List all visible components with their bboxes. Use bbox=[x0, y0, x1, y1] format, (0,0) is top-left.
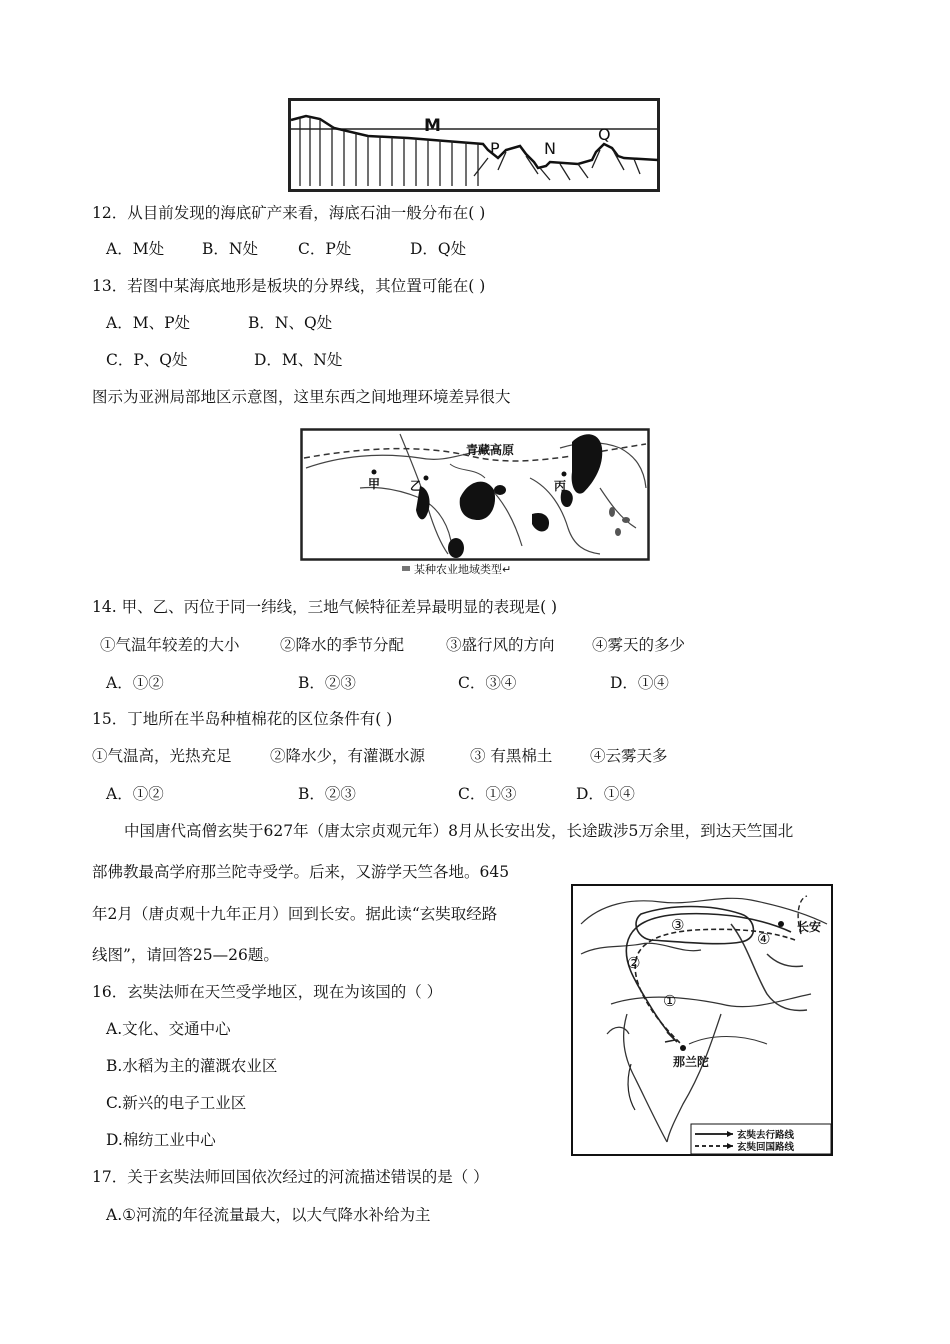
label-q: Q bbox=[598, 125, 611, 144]
legend-return-route: 玄奘回国路线 bbox=[737, 1142, 795, 1153]
label-jia: 甲 bbox=[368, 477, 381, 491]
xuanzang-route-map bbox=[571, 884, 833, 1156]
q16-option-d[interactable]: D.棉纺工业中心 bbox=[106, 1131, 216, 1149]
q14-option-a[interactable]: A．①② bbox=[106, 674, 164, 692]
legend-swatch bbox=[402, 566, 410, 571]
q13-option-d[interactable]: D．M、N处 bbox=[254, 351, 343, 369]
label-changan: 长安 bbox=[797, 920, 822, 934]
q15-option-d[interactable]: D．①④ bbox=[576, 785, 635, 803]
passage-line-2: 部佛教最高学府那兰陀寺受学。后来，又游学天竺各地。645 bbox=[92, 863, 510, 881]
q13-option-b[interactable]: B．N、Q处 bbox=[248, 314, 333, 332]
asia-map-figure bbox=[300, 428, 650, 578]
legend-go-route: 玄奘去行路线 bbox=[737, 1130, 795, 1141]
passage-line-1: 中国唐代高僧玄奘于627年（唐太宗贞观元年）8月从长安出发，长途跋涉5万余里，到达天竺国北 bbox=[124, 822, 794, 840]
q14-option-d[interactable]: D．①④ bbox=[610, 674, 669, 692]
label-circle-4: ④ bbox=[757, 930, 771, 948]
q13-option-a[interactable]: A．M、P处 bbox=[106, 314, 190, 332]
q17-stem: 17．关于玄奘法师回国依次经过的河流描述错误的是（ ） bbox=[92, 1168, 489, 1186]
legend-agriculture: 某种农业地域类型↵ bbox=[414, 563, 512, 576]
label-n: N bbox=[544, 139, 556, 158]
q14-stem: 14. 甲、乙、丙位于同一纬线，三地气候特征差异最明显的表现是( ) bbox=[92, 598, 558, 616]
label-bing: 丙 bbox=[554, 479, 567, 493]
q14-item-2: ②降水的季节分配 bbox=[280, 636, 405, 654]
q16-option-b[interactable]: B.水稻为主的灌溉农业区 bbox=[106, 1057, 278, 1075]
passage-line-3: 年2月（唐贞观十九年正月）回到长安。据此读“玄奘取经路 bbox=[92, 905, 498, 923]
q16-option-a[interactable]: A.文化、交通中心 bbox=[106, 1020, 231, 1038]
label-yi: 乙 bbox=[410, 479, 423, 493]
q14-option-c[interactable]: C．③④ bbox=[458, 674, 517, 692]
seabed-profile-figure bbox=[288, 98, 660, 192]
q12-option-b[interactable]: B．N处 bbox=[202, 240, 258, 258]
q15-option-a[interactable]: A．①② bbox=[106, 785, 164, 803]
label-plateau: 青藏高原 bbox=[466, 443, 515, 457]
q15-item-1: ①气温高，光热充足 bbox=[92, 747, 232, 765]
label-nalantuo: 那兰陀 bbox=[673, 1055, 710, 1069]
q17-option-a[interactable]: A.①河流的年径流量最大，以大气降水补给为主 bbox=[106, 1206, 431, 1224]
q13-stem: 13．若图中某海底地形是板块的分界线，其位置可能在( ) bbox=[92, 277, 486, 295]
q14-option-b[interactable]: B．②③ bbox=[298, 674, 356, 692]
q15-item-4: ④云雾天多 bbox=[590, 747, 668, 765]
q12-option-c[interactable]: C．P处 bbox=[298, 240, 352, 258]
q16-option-c[interactable]: C.新兴的电子工业区 bbox=[106, 1094, 247, 1112]
q15-option-b[interactable]: B．②③ bbox=[298, 785, 356, 803]
label-circle-3: ③ bbox=[671, 916, 685, 934]
q16-stem: 16．玄奘法师在天竺受学地区，现在为该国的（ ） bbox=[92, 983, 443, 1001]
q12-stem: 12．从目前发现的海底矿产来看，海底石油一般分布在( ) bbox=[92, 204, 486, 222]
q14-item-1: ①气温年较差的大小 bbox=[100, 636, 240, 654]
q14-item-4: ④雾天的多少 bbox=[592, 636, 686, 654]
q12-option-a[interactable]: A．M处 bbox=[106, 240, 165, 258]
q13-option-c[interactable]: C．P、Q处 bbox=[106, 351, 188, 369]
passage-line-4: 线图”，请回答25—26题。 bbox=[92, 946, 279, 964]
q12-option-d[interactable]: D．Q处 bbox=[410, 240, 467, 258]
q15-item-3: ③ 有黑棉土 bbox=[470, 747, 553, 765]
label-p: P bbox=[490, 139, 500, 158]
q15-item-2: ②降水少，有灌溉水源 bbox=[270, 747, 426, 765]
q14-item-3: ③盛行风的方向 bbox=[446, 636, 555, 654]
q15-stem: 15．丁地所在半岛种植棉花的区位条件有( ) bbox=[92, 710, 393, 728]
label-m: M bbox=[424, 116, 441, 136]
asia-intro: 图示为亚洲局部地区示意图，这里东西之间地理环境差异很大 bbox=[92, 388, 511, 406]
label-circle-2: ② bbox=[627, 954, 641, 972]
q15-option-c[interactable]: C．①③ bbox=[458, 785, 517, 803]
label-circle-1: ① bbox=[663, 992, 677, 1010]
